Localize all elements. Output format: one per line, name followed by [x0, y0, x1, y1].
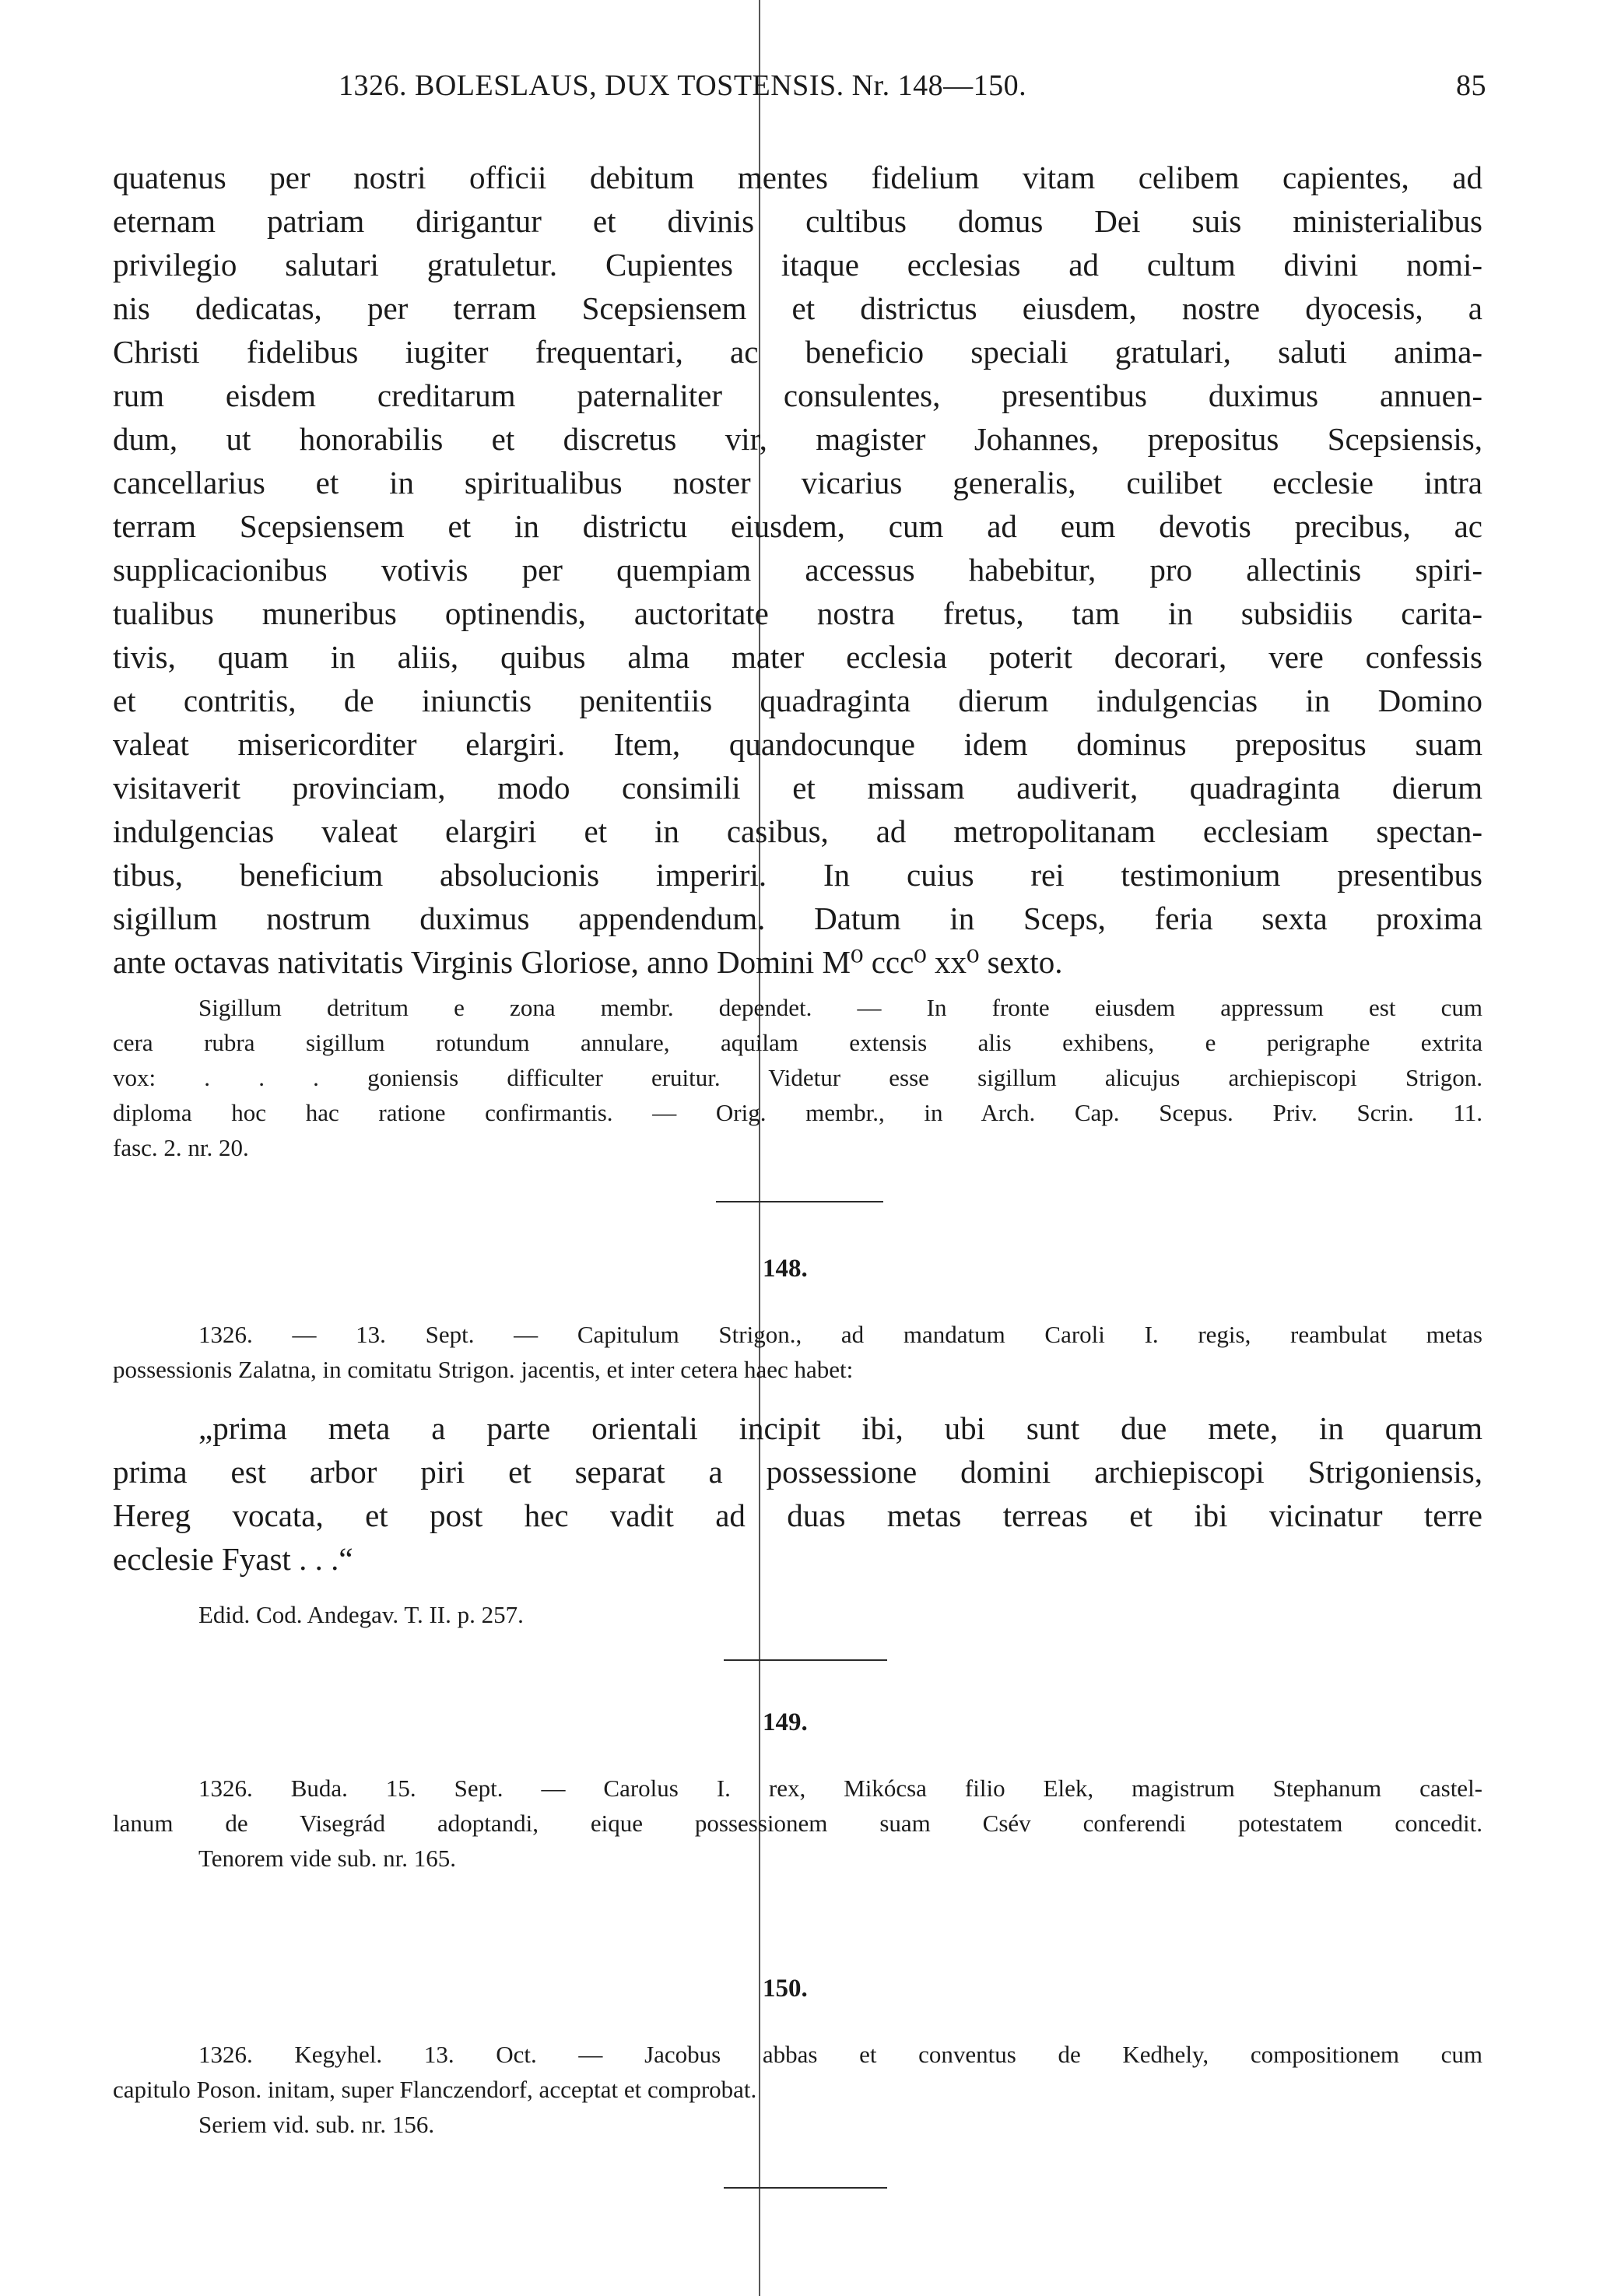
regest-line: 1326. Buda. 15. Sept. — Carolus I. rex, Mikócsa filio Elek, magistrum Stephanum castel- — [198, 1775, 1482, 1802]
entry-number: 149. — [763, 1708, 808, 1736]
quote-line: Hereg vocata, et post hec vadit ad duas metas terreas et ibi vicinatur terre — [113, 1497, 1482, 1533]
regest-line: possessionis Zalatna, in comitatu Strigon. jacentis, et inter cetera haec habet: — [113, 1356, 854, 1383]
main-text — [113, 156, 1482, 984]
text-line: valeat misericorditer elargiri. Item, quandocunque idem dominus prepositus suam — [113, 726, 1482, 762]
text-line: tibus, beneficium absolucionis imperiri. In cuius rei testimonium presentibus — [113, 857, 1482, 893]
note-line: vox: . . . goniensis difficulter eruitur. Videtur esse sigillum alicujus archiepiscopi Strigon. — [113, 1064, 1482, 1091]
entry-149-source: Tenorem vide sub. nr. 165. — [198, 1845, 457, 1872]
regest-line: 1326. Kegyhel. 13. Oct. — Jacobus abbas et conventus de Kedhely, compositionem cum — [198, 2041, 1482, 2068]
note-line: Sigillum detritum e zona membr. dependet. — In fronte eiusdem appressum est cum — [198, 994, 1482, 1021]
text-line: rum eisdem creditarum paternaliter consulentes, presentibus duximus annuen- — [113, 377, 1482, 413]
regest-line: capitulo Poson. initam, super Flanczendorf, acceptat et comprobat. — [113, 2076, 757, 2103]
text-line: tivis, quam in aliis, quibus alma mater ecclesia poterit decorari, vere confessis — [113, 639, 1482, 675]
seal-note — [113, 990, 1482, 1165]
text-line: et contritis, de iniunctis penitentiis quadraginta dierum indulgencias in Domino — [113, 683, 1482, 718]
page-number: 85 — [1456, 69, 1486, 102]
text-line: eternam patriam dirigantur et divinis cultibus domus Dei suis ministerialibus — [113, 203, 1482, 239]
entry-148-source: Edid. Cod. Andegav. T. II. p. 257. — [198, 1601, 524, 1628]
note-line: diploma hoc hac ratione confirmantis. — Orig. membr., in Arch. Cap. Scepus. Priv. Scrin. 11. — [113, 1099, 1482, 1126]
entry-148-quote — [113, 1406, 1482, 1581]
entry-150-regest — [113, 2037, 1482, 2107]
section-divider — [724, 2187, 887, 2189]
regest-line: lanum de Visegrád adoptandi, eique possessionem suam Csév conferendi potestatem concedit. — [113, 1810, 1482, 1837]
text-line: indulgencias valeat elargiri et in casibus, ad metropolitanam ecclesiam spectan- — [113, 813, 1482, 849]
text-line: dum, ut honorabilis et discretus vir, magister Johannes, prepositus Scepsiensis, — [113, 421, 1482, 457]
text-line: supplicacionibus votivis per quempiam accessus habebitur, pro allectinis spiri- — [113, 552, 1482, 588]
quote-line: ecclesie Fyast . . .“ — [113, 1541, 353, 1577]
text-line: tualibus muneribus optinendis, auctoritate nostra fretus, tam in subsidiis carita- — [113, 595, 1482, 631]
quote-line: „prima meta a parte orientali incipit ibi, ubi sunt due mete, in quarum — [198, 1410, 1482, 1446]
note-line: fasc. 2. nr. 20. — [113, 1134, 249, 1161]
text-line: terram Scepsiensem et in districtu eiusdem, cum ad eum devotis precibus, ac — [113, 508, 1482, 544]
text-line: sigillum nostrum duximus appendendum. Datum in Sceps, feria sexta proxima — [113, 900, 1482, 936]
section-divider — [724, 1659, 887, 1661]
entry-number: 150. — [763, 1975, 808, 2003]
text-line: privilegio salutari gratuletur. Cupientes itaque ecclesias ad cultum divini nomi- — [113, 247, 1482, 283]
entry-150-source: Seriem vid. sub. nr. 156. — [198, 2111, 435, 2138]
text-line: Christi fidelibus iugiter frequentari, ac beneficio speciali gratulari, saluti anima- — [113, 334, 1482, 370]
entry-number: 148. — [763, 1255, 808, 1283]
header-title: 1326. BOLESLAUS, DUX TOSTENSIS. Nr. 148—150. — [339, 69, 1027, 102]
running-header — [113, 68, 1486, 107]
text-line: cancellarius et in spiritualibus noster vicarius generalis, cuilibet ecclesie intra — [113, 465, 1482, 500]
text-line: nis dedicatas, per terram Scepsiensem et districtus eiusdem, nostre dyocesis, a — [113, 290, 1482, 326]
text-line: ante octavas nativitatis Virginis Gloriose, anno Domini M⁰ ccc⁰ xx⁰ sexto. — [113, 944, 1063, 980]
text-line: visitaverit provinciam, modo consimili et missam audiverit, quadraginta dierum — [113, 770, 1482, 806]
entry-149-regest — [113, 1771, 1482, 1841]
entry-148-regest — [113, 1317, 1482, 1387]
quote-line: prima est arbor piri et separat a possessione domini archiepiscopi Strigoniensis, — [113, 1454, 1482, 1490]
text-line: quatenus per nostri officii debitum mentes fidelium vitam celibem capientes, ad — [113, 160, 1482, 195]
regest-line: 1326. — 13. Sept. — Capitulum Strigon., ad mandatum Caroli I. regis, reambulat metas — [198, 1321, 1482, 1348]
section-divider — [716, 1201, 883, 1202]
note-line: cera rubra sigillum rotundum annulare, aquilam extensis alis exhibens, e perigraphe extrita — [113, 1029, 1482, 1056]
